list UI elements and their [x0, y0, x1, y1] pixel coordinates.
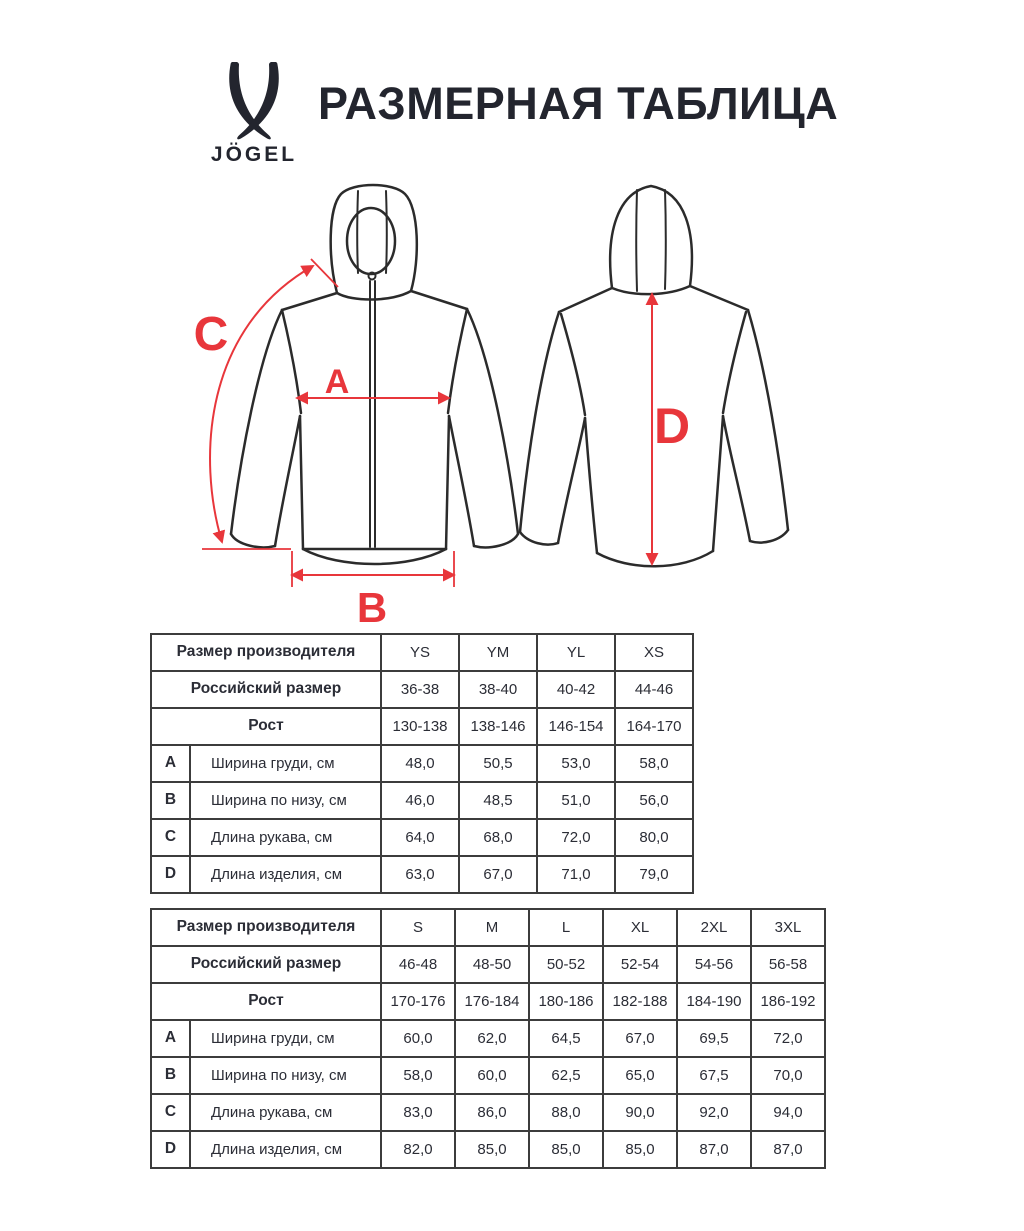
header-row-label: Российский размер — [151, 946, 381, 983]
measure-arrow-a — [297, 363, 449, 401]
measure-row — [151, 745, 693, 782]
header-row — [151, 983, 825, 1020]
measure-value-cell: 85,0 — [603, 1131, 677, 1168]
header-value-cell: 3XL — [751, 909, 825, 946]
measure-value-cell: 86,0 — [455, 1094, 529, 1131]
header-value-cell: 130-138 — [381, 708, 459, 745]
header-row-label: Размер производителя — [151, 634, 381, 671]
measure-value-cell: 58,0 — [381, 1057, 455, 1094]
header-value-cell: XS — [615, 634, 693, 671]
measure-value-cell: 83,0 — [381, 1094, 455, 1131]
header-row — [151, 946, 825, 983]
measure-value-cell: 56,0 — [615, 782, 693, 819]
measure-letter-cell: A — [151, 1020, 190, 1057]
measure-row — [151, 856, 693, 893]
measure-value-cell: 79,0 — [615, 856, 693, 893]
measure-value-cell: 68,0 — [459, 819, 537, 856]
header-value-cell: 46-48 — [381, 946, 455, 983]
header-value-cell: 186-192 — [751, 983, 825, 1020]
youth-size-table — [150, 633, 694, 894]
header-row — [151, 634, 693, 671]
measure-value-cell: 64,0 — [381, 819, 459, 856]
header-value-cell: 146-154 — [537, 708, 615, 745]
measure-value-cell: 67,0 — [459, 856, 537, 893]
measure-label-cell: Ширина груди, см — [190, 745, 381, 782]
header-value-cell: 56-58 — [751, 946, 825, 983]
measure-value-cell: 46,0 — [381, 782, 459, 819]
header-row-label: Рост — [151, 708, 381, 745]
measure-label-cell: Ширина по низу, см — [190, 1057, 381, 1094]
header-value-cell: 44-46 — [615, 671, 693, 708]
jogel-tusks-icon — [212, 62, 296, 142]
measure-value-cell: 70,0 — [751, 1057, 825, 1094]
measure-letter-cell: C — [151, 819, 190, 856]
header-value-cell: YL — [537, 634, 615, 671]
header-row — [151, 708, 693, 745]
measure-label-cell: Длина изделия, см — [190, 856, 381, 893]
jacket-measurement-diagram — [0, 160, 1024, 630]
measure-value-cell: 72,0 — [751, 1020, 825, 1057]
measure-label-cell: Ширина груди, см — [190, 1020, 381, 1057]
measure-row — [151, 782, 693, 819]
header-value-cell: 40-42 — [537, 671, 615, 708]
header-value-cell: YM — [459, 634, 537, 671]
measure-row — [151, 1094, 825, 1131]
measure-value-cell: 88,0 — [529, 1094, 603, 1131]
measure-value-cell: 48,5 — [459, 782, 537, 819]
measure-label-a: A — [324, 363, 350, 401]
measure-letter-cell: A — [151, 745, 190, 782]
header-row — [151, 671, 693, 708]
measure-value-cell: 87,0 — [677, 1131, 751, 1168]
measure-value-cell: 60,0 — [455, 1057, 529, 1094]
jacket-front-drawing — [231, 185, 518, 564]
header-value-cell: 176-184 — [455, 983, 529, 1020]
header-value-cell: 2XL — [677, 909, 751, 946]
measure-value-cell: 58,0 — [615, 745, 693, 782]
measure-value-cell: 69,5 — [677, 1020, 751, 1057]
measure-row — [151, 1131, 825, 1168]
measure-value-cell: 51,0 — [537, 782, 615, 819]
measure-value-cell: 53,0 — [537, 745, 615, 782]
header-row-label: Российский размер — [151, 671, 381, 708]
header-value-cell: 36-38 — [381, 671, 459, 708]
measure-value-cell: 50,5 — [459, 745, 537, 782]
measure-value-cell: 94,0 — [751, 1094, 825, 1131]
measure-value-cell: 80,0 — [615, 819, 693, 856]
measure-value-cell: 48,0 — [381, 745, 459, 782]
header-value-cell: S — [381, 909, 455, 946]
brand-logo — [196, 62, 312, 167]
measure-row — [151, 1057, 825, 1094]
header-value-cell: 54-56 — [677, 946, 751, 983]
page-title: РАЗМЕРНАЯ ТАБЛИЦА — [318, 78, 839, 129]
measure-value-cell: 92,0 — [677, 1094, 751, 1131]
measure-value-cell: 85,0 — [529, 1131, 603, 1168]
adult-size-table — [150, 908, 826, 1169]
measure-value-cell: 67,5 — [677, 1057, 751, 1094]
measure-value-cell: 90,0 — [603, 1094, 677, 1131]
measure-value-cell: 60,0 — [381, 1020, 455, 1057]
measure-value-cell: 82,0 — [381, 1131, 455, 1168]
measure-value-cell: 87,0 — [751, 1131, 825, 1168]
measure-label-cell: Длина рукава, см — [190, 819, 381, 856]
measure-value-cell: 65,0 — [603, 1057, 677, 1094]
header-value-cell: 170-176 — [381, 983, 455, 1020]
header-value-cell: 180-186 — [529, 983, 603, 1020]
header-value-cell: M — [455, 909, 529, 946]
measure-letter-cell: D — [151, 856, 190, 893]
measure-value-cell: 67,0 — [603, 1020, 677, 1057]
header-row-label: Размер производителя — [151, 909, 381, 946]
measure-row — [151, 819, 693, 856]
measure-letter-cell: D — [151, 1131, 190, 1168]
header-value-cell: L — [529, 909, 603, 946]
measure-label-d: D — [653, 398, 691, 454]
measure-value-cell: 85,0 — [455, 1131, 529, 1168]
measure-letter-cell: B — [151, 782, 190, 819]
header-value-cell: 164-170 — [615, 708, 693, 745]
header-value-cell: XL — [603, 909, 677, 946]
measure-value-cell: 71,0 — [537, 856, 615, 893]
measure-value-cell: 62,5 — [529, 1057, 603, 1094]
header-value-cell: 184-190 — [677, 983, 751, 1020]
measure-value-cell: 62,0 — [455, 1020, 529, 1057]
header-value-cell: YS — [381, 634, 459, 671]
measure-letter-cell: C — [151, 1094, 190, 1131]
measure-value-cell: 63,0 — [381, 856, 459, 893]
header-value-cell: 52-54 — [603, 946, 677, 983]
measure-arrow-c — [194, 259, 338, 549]
measure-arrow-d — [652, 294, 690, 564]
header-value-cell: 182-188 — [603, 983, 677, 1020]
measure-value-cell: 72,0 — [537, 819, 615, 856]
measure-label-cell: Длина изделия, см — [190, 1131, 381, 1168]
measure-label-cell: Длина рукава, см — [190, 1094, 381, 1131]
header-row — [151, 909, 825, 946]
measure-label-c: C — [193, 308, 229, 361]
header-value-cell: 138-146 — [459, 708, 537, 745]
header-value-cell: 48-50 — [455, 946, 529, 983]
brand-logo-text: JÖGEL — [210, 143, 298, 166]
header-value-cell: 50-52 — [529, 946, 603, 983]
measure-value-cell: 64,5 — [529, 1020, 603, 1057]
jacket-back-drawing — [520, 186, 788, 566]
measure-row — [151, 1020, 825, 1057]
measure-label-cell: Ширина по низу, см — [190, 782, 381, 819]
measure-letter-cell: B — [151, 1057, 190, 1094]
header-row-label: Рост — [151, 983, 381, 1020]
measure-label-b: B — [356, 584, 388, 630]
header-value-cell: 38-40 — [459, 671, 537, 708]
